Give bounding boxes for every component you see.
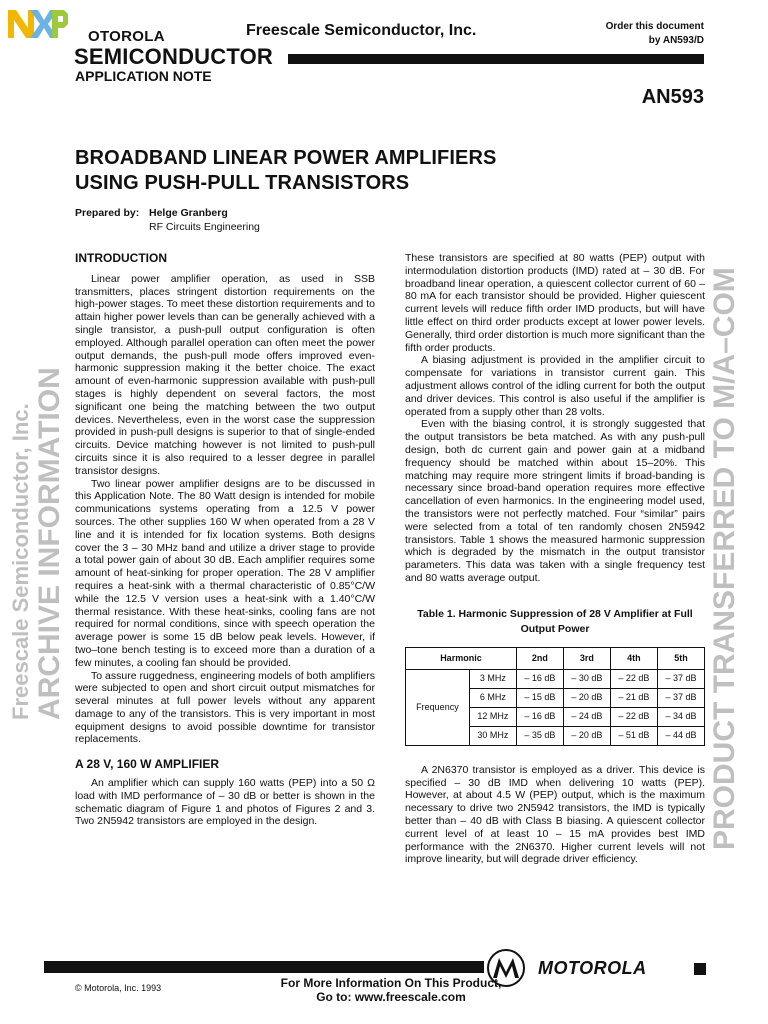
freescale-watermark: Freescale Semiconductor, Inc. <box>8 403 33 720</box>
frequency-row-label: Frequency <box>406 669 470 745</box>
semiconductor-header-text: SEMICONDUCTOR <box>74 44 273 69</box>
table-header-cell: 3rd <box>563 647 610 669</box>
footer-rule-end <box>694 963 706 975</box>
application-note-label: APPLICATION NOTE <box>75 68 212 84</box>
table-cell: – 30 dB <box>563 669 610 688</box>
table-cell: – 44 dB <box>657 726 704 745</box>
more-info-line-1: For More Information On This Product, <box>280 976 502 990</box>
table-cell: 30 MHz <box>469 726 516 745</box>
harmonic-suppression-table <box>405 647 705 746</box>
table-header-cell: Harmonic <box>406 647 517 669</box>
more-info <box>246 976 536 1004</box>
author-name: Helge Granberg <box>149 207 228 219</box>
motorola-header-text: OTOROLA <box>88 28 165 45</box>
table-header-cell: 2nd <box>516 647 563 669</box>
order-line-2: by AN593/D <box>648 35 704 46</box>
title-line-2: USING PUSH-PULL TRANSISTORS <box>75 172 410 194</box>
nxp-logo <box>8 6 68 42</box>
table-header-row <box>406 647 705 669</box>
table-header-cell: 4th <box>610 647 657 669</box>
table-cell: – 16 dB <box>516 669 563 688</box>
table-cell: – 34 dB <box>657 707 704 726</box>
paragraph: An amplifier which can supply 160 watts (PEP) into a 50 Ω load with IMD performance of – 30 dB or better is shown in the schematic diagram of Figure 1 and photos of Figures 2 and 3. Two 2N5942 transistors are employed in the design. <box>75 777 375 828</box>
more-info-link[interactable]: Go to: www.freescale.com <box>316 990 466 1004</box>
table-cell: 3 MHz <box>469 669 516 688</box>
table-cell: – 20 dB <box>563 726 610 745</box>
table-header-cell: 5th <box>657 647 704 669</box>
footer-rule <box>44 961 484 973</box>
table-cell: – 21 dB <box>610 688 657 707</box>
prepared-by-label: Prepared by: <box>75 207 140 219</box>
table-cell: – 24 dB <box>563 707 610 726</box>
right-column <box>405 252 705 866</box>
paragraph: Linear power amplifier operation, as used in SSB transmitters, places stringent distortion requirements on the high-power stages. To meet these distortion requirements and to attain higher power levels than can be generally achieved with a single transistor, a push-pull output configuration is often employed. Although parallel operation can often meet the power output demands, the push-pull mode offers improved even-harmonic suppression making it the better choice. The exact amount of even-harmonic suppression available with push-pull stages is highly dependent on several factors, the most significant one being the matching between the two output devices. Nevertheless, even in the worst case the suppression provided in push-pull designs is superior to that of single-ended circuits. Device matching however is not limited to push-pull circuits since it is also required to a lesser degree in parallel transistor designs. <box>75 272 375 477</box>
order-info <box>606 20 704 48</box>
table-cell: – 16 dB <box>516 707 563 726</box>
company-name: Freescale Semiconductor, Inc. <box>246 22 477 39</box>
motorola-wordmark: MOTOROLA <box>538 958 647 978</box>
paragraph: A biasing adjustment is provided in the amplifier circuit to compensate for variations in transistor current gain. This adjustment allows control of the idling current for both the output and driver devices. This control is also useful if the amplifier is operated from a supply other than 28 volts. <box>405 354 705 418</box>
product-transferred-watermark: PRODUCT TRANSFERRED TO M/A–COM <box>708 267 741 850</box>
header-rule <box>288 54 704 64</box>
table-cell: – 22 dB <box>610 669 657 688</box>
table-row <box>406 669 705 688</box>
document-title <box>75 146 496 196</box>
left-column <box>75 252 375 828</box>
table-cell: – 37 dB <box>657 688 704 707</box>
paragraph: To assure ruggedness, engineering models of both amplifiers were subjected to open and short circuit output mismatches for several minutes at full power levels without any apparent damage to any of the transistors. This is very important in most equipment designs to avoid possible downtime for transistor replacements. <box>75 669 375 746</box>
prepared-by-block <box>75 206 260 233</box>
paragraph: These transistors are specified at 80 watts (PEP) output with intermodulation distortion products (IMD) rated at – 30 dB. For broadband linear operation, a quiescent collector current of 60 – 80 mA for each transistor should be provided. Higher quiescent current levels will reduce fifth order IMD products, but will have little effect on third order products except at lower power levels. Generally, third order distortion is much more significant than the fifth order products. <box>405 252 705 354</box>
paragraph: Even with the biasing control, it is strongly suggested that the output transistors be beta matched. As with any push-pull design, both dc current gain and power gain at a midband frequency should be matched within about 15–20%. This matching may require more stringent limits if broad-banding is necessary since broad-band operation requires more effective cancellation of even harmonics. In the engineering model used, the transistors were not perfectly matched. Four “similar” pairs were selected from a total of ten randomly chosen 2N5942 transistors. Table 1 shows the measured harmonic suppression which is degraded by the mismatch in the output transistor parameters. This data was taken with a single frequency test and 80 watts average output. <box>405 418 705 584</box>
table-cell: 12 MHz <box>469 707 516 726</box>
table-cell: – 20 dB <box>563 688 610 707</box>
paragraph: A 2N6370 transistor is employed as a driver. This device is specified – 30 dB IMD when delivering 10 watts (PEP). However, at about 4.5 W (PEP) output, which is the maximum necessary to drive two 2N5942 transistors, the IMD is typically better than – 40 dB with Class B biasing. A quiescent collector current level of at least 10 – 15 mA provides best IMD performance with the 2N6370. Higher current levels will not improve linearity, but will degrade driver efficiency. <box>405 763 705 866</box>
paragraph: Two linear power amplifier designs are to be discussed in this Application Note. The 80 Watt design is intended for mobile communications systems operating from a 12.5 V power sources. The other supplies 160 W when operated from a 28 V line and it is intended for fix location systems. Both designs cover the 3 – 30 MHz band and utilize a driver stage to provide a total power gain of about 30 dB. Each amplifier requires some amount of heat-sinking for proper operation. The 28 V amplifier requires a heat-sink with a thermal characteristic of 0.85°C/W while the 12.5 V version uses a heat-sink with a 1.40°C/W thermal resistance. With these heat-sinks, cooling fans are not required for normal conditions, since with speech operation the average power is some 15 dB below peak levels. However, if two–tone bench testing is to exceed more than a duration of a few minutes, a cooling fan should be provided. <box>75 477 375 669</box>
archive-watermark: ARCHIVE INFORMATION <box>33 367 66 720</box>
table-cell: – 35 dB <box>516 726 563 745</box>
table-caption: Table 1. Harmonic Suppression of 28 V Amplifier at Full Output Power <box>417 607 693 635</box>
copyright: © Motorola, Inc. 1993 <box>75 983 162 993</box>
left-watermark <box>8 367 66 720</box>
table-cell: – 51 dB <box>610 726 657 745</box>
table-cell: 6 MHz <box>469 688 516 707</box>
application-note-number: AN593 <box>641 86 704 108</box>
section-heading: A 28 V, 160 W AMPLIFIER <box>75 757 220 772</box>
table-cell: – 15 dB <box>516 688 563 707</box>
order-line-1: Order this document <box>605 21 704 32</box>
author-department: RF Circuits Engineering <box>149 221 260 233</box>
table-cell: – 37 dB <box>657 669 704 688</box>
introduction-heading: INTRODUCTION <box>75 251 167 265</box>
title-line-1: BROADBAND LINEAR POWER AMPLIFIERS <box>75 147 497 169</box>
table-cell: – 22 dB <box>610 707 657 726</box>
